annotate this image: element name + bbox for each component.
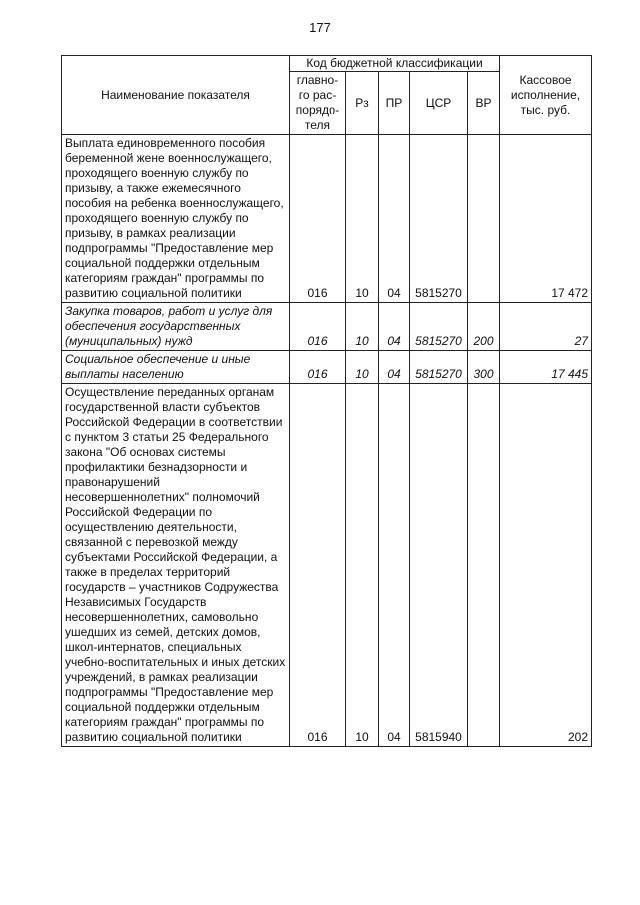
row-name: Осуществление переданных органам государственной власти субъектов Российской Федерации в соответствии с пунктом 3 статьи 25 Федерального закона "Об основах системы профилактики безнадзорности и правонарушений несовершеннолетних" полномочий Российской Федерации по осуществлению деятельности, связанной с перевозкой между субъектами Российской Федерации, а также в пределах территорий государств – участников Содружества Независимых Государств несовершеннолетних, самовольно ушедших из семей, детских домов, школ-интернатов, специальных учебно-воспитательных и иных детских учреждений, в рамках реализации подпрограммы "Предоставление мер социальной поддержки отдельным категориям граждан" программы по развитию социальной политики bbox=[62, 384, 290, 747]
table-row bbox=[62, 351, 592, 384]
row-vr: 200 bbox=[468, 303, 500, 351]
row-rz: 10 bbox=[346, 135, 379, 303]
row-amount: 17 472 bbox=[500, 135, 592, 303]
row-grp: 016 bbox=[290, 303, 346, 351]
row-amount: 27 bbox=[500, 303, 592, 351]
row-name: Закупка товаров, работ и услуг для обеспечения государственных (муниципальных) нужд bbox=[62, 303, 290, 351]
page-number: 177 bbox=[309, 20, 331, 35]
header-pr: ПР bbox=[379, 72, 410, 135]
row-grp: 016 bbox=[290, 135, 346, 303]
row-pr: 04 bbox=[379, 135, 410, 303]
row-name: Выплата единовременного пособия беременной жене военнослужащего, проходящего военную службу по призыву, а также ежемесячного пособия на ребенка военнослужащего, проходящего военную службу по призыву, в рамках реализации подпрограммы "Предоставление мер социальной поддержки отдельным категориям граждан" программы по развитию социальной политики bbox=[62, 135, 290, 303]
row-grp: 016 bbox=[290, 351, 346, 384]
table-row bbox=[62, 303, 592, 351]
row-csr: 5815270 bbox=[410, 135, 468, 303]
header-rz: Рз bbox=[346, 72, 379, 135]
row-vr: 300 bbox=[468, 351, 500, 384]
row-csr: 5815270 bbox=[410, 303, 468, 351]
row-vr bbox=[468, 384, 500, 747]
header-execution: Кассовое исполнение, тыс. руб. bbox=[500, 56, 592, 135]
budget-table bbox=[61, 55, 592, 747]
header-vr: ВР bbox=[468, 72, 500, 135]
table-row bbox=[62, 384, 592, 747]
row-name: Социальное обеспечение и иные выплаты населению bbox=[62, 351, 290, 384]
header-name: Наименование показателя bbox=[62, 56, 290, 135]
row-amount: 17 445 bbox=[500, 351, 592, 384]
header-grp: главно-го рас-порядი-теля bbox=[290, 72, 346, 135]
row-grp: 016 bbox=[290, 384, 346, 747]
row-pr: 04 bbox=[379, 303, 410, 351]
row-csr: 5815270 bbox=[410, 351, 468, 384]
table-row bbox=[62, 135, 592, 303]
row-pr: 04 bbox=[379, 384, 410, 747]
row-csr: 5815940 bbox=[410, 384, 468, 747]
header-code-group: Код бюджетной классификации bbox=[290, 56, 500, 72]
row-rz: 10 bbox=[346, 351, 379, 384]
row-rz: 10 bbox=[346, 303, 379, 351]
row-amount: 202 bbox=[500, 384, 592, 747]
header-row-1 bbox=[62, 56, 592, 72]
row-pr: 04 bbox=[379, 351, 410, 384]
row-vr bbox=[468, 135, 500, 303]
header-csr: ЦСР bbox=[410, 72, 468, 135]
row-rz: 10 bbox=[346, 384, 379, 747]
